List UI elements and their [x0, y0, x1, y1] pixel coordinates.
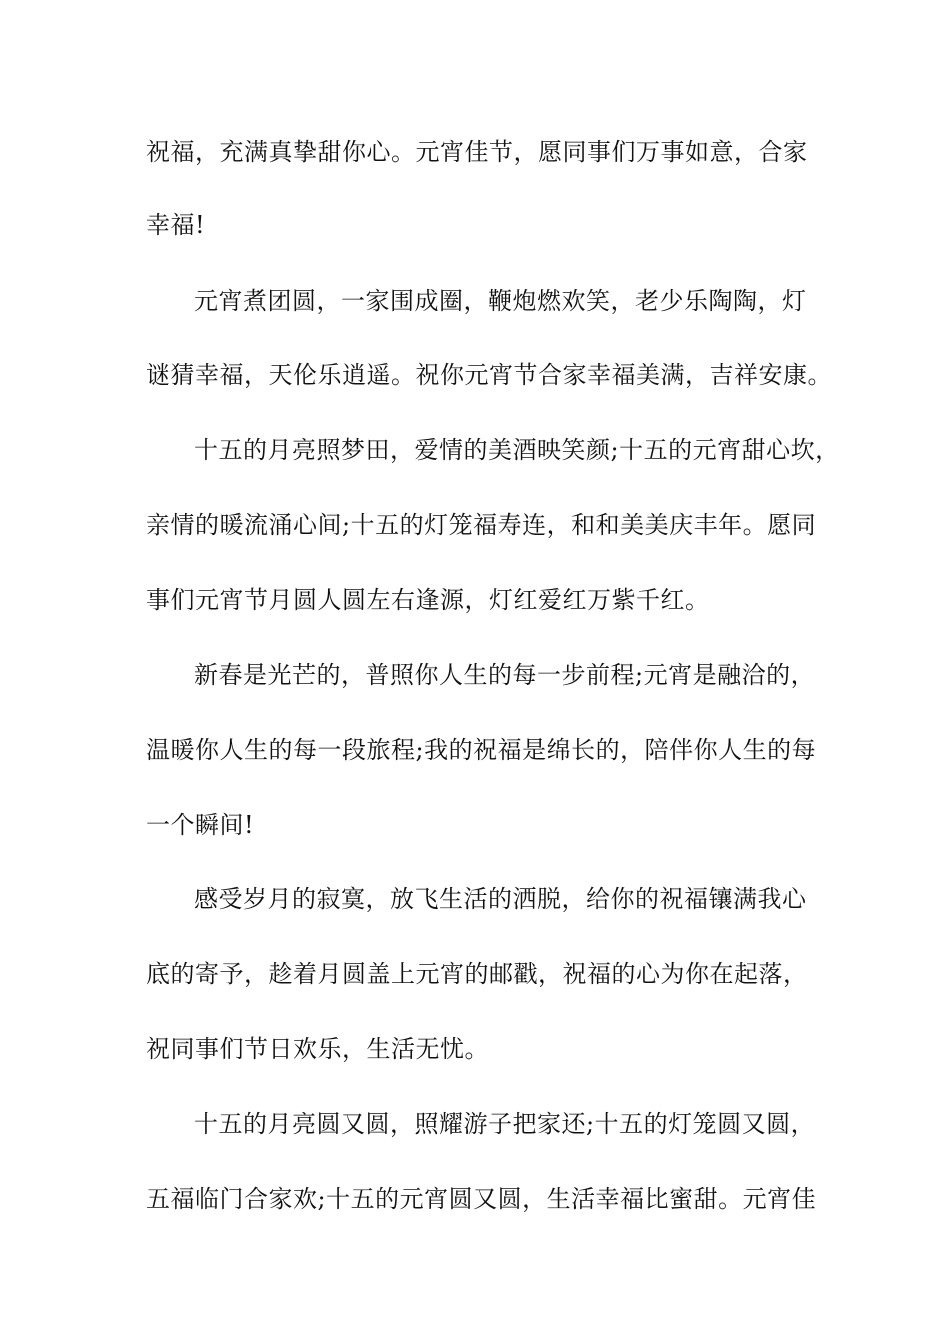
text-line: 温暖你人生的每一段旅程;我的祝福是绵长的，陪伴你人生的每 — [146, 736, 817, 764]
text-line: 底的寄予，趁着月圆盖上元宵的邮戳，祝福的心为你在起落， — [146, 960, 808, 988]
text-line: 五福临门合家欢;十五的元宵圆又圆，生活幸福比蜜甜。元宵佳 — [146, 1185, 817, 1213]
text-line: 亲情的暖流涌心间;十五的灯笼福寿连，和和美美庆丰年。愿同 — [146, 511, 817, 539]
text-line: 幸福! — [146, 211, 206, 239]
text-line: 谜猜幸福，天伦乐逍遥。祝你元宵节合家幸福美满，吉祥安康。 — [146, 361, 832, 389]
text-line: 事们元宵节月圆人圆左右逢源，灯红爱红万紫千红。 — [146, 586, 710, 614]
text-line: 祝同事们节日欢乐，生活无忧。 — [146, 1035, 489, 1063]
paragraph-start-line: 元宵煮团圆，一家围成圈，鞭炮燃欢笑，老少乐陶陶，灯 — [194, 287, 807, 315]
paragraph-start-line: 十五的月亮照梦田，爱情的美酒映笑颜;十五的元宵甜心坎， — [194, 436, 840, 464]
paragraph-start-line: 新春是光芒的，普照你人生的每一步前程;元宵是融洽的， — [194, 661, 816, 689]
text-line: 一个瞬间! — [146, 811, 255, 839]
paragraph-start-line: 十五的月亮圆又圆，照耀游子把家还;十五的灯笼圆又圆， — [194, 1110, 816, 1138]
text-line: 祝福，充满真挚甜你心。元宵佳节，愿同事们万事如意，合家 — [146, 138, 808, 166]
paragraph-start-line: 感受岁月的寂寞，放飞生活的洒脱，给你的祝福镶满我心 — [194, 885, 807, 913]
